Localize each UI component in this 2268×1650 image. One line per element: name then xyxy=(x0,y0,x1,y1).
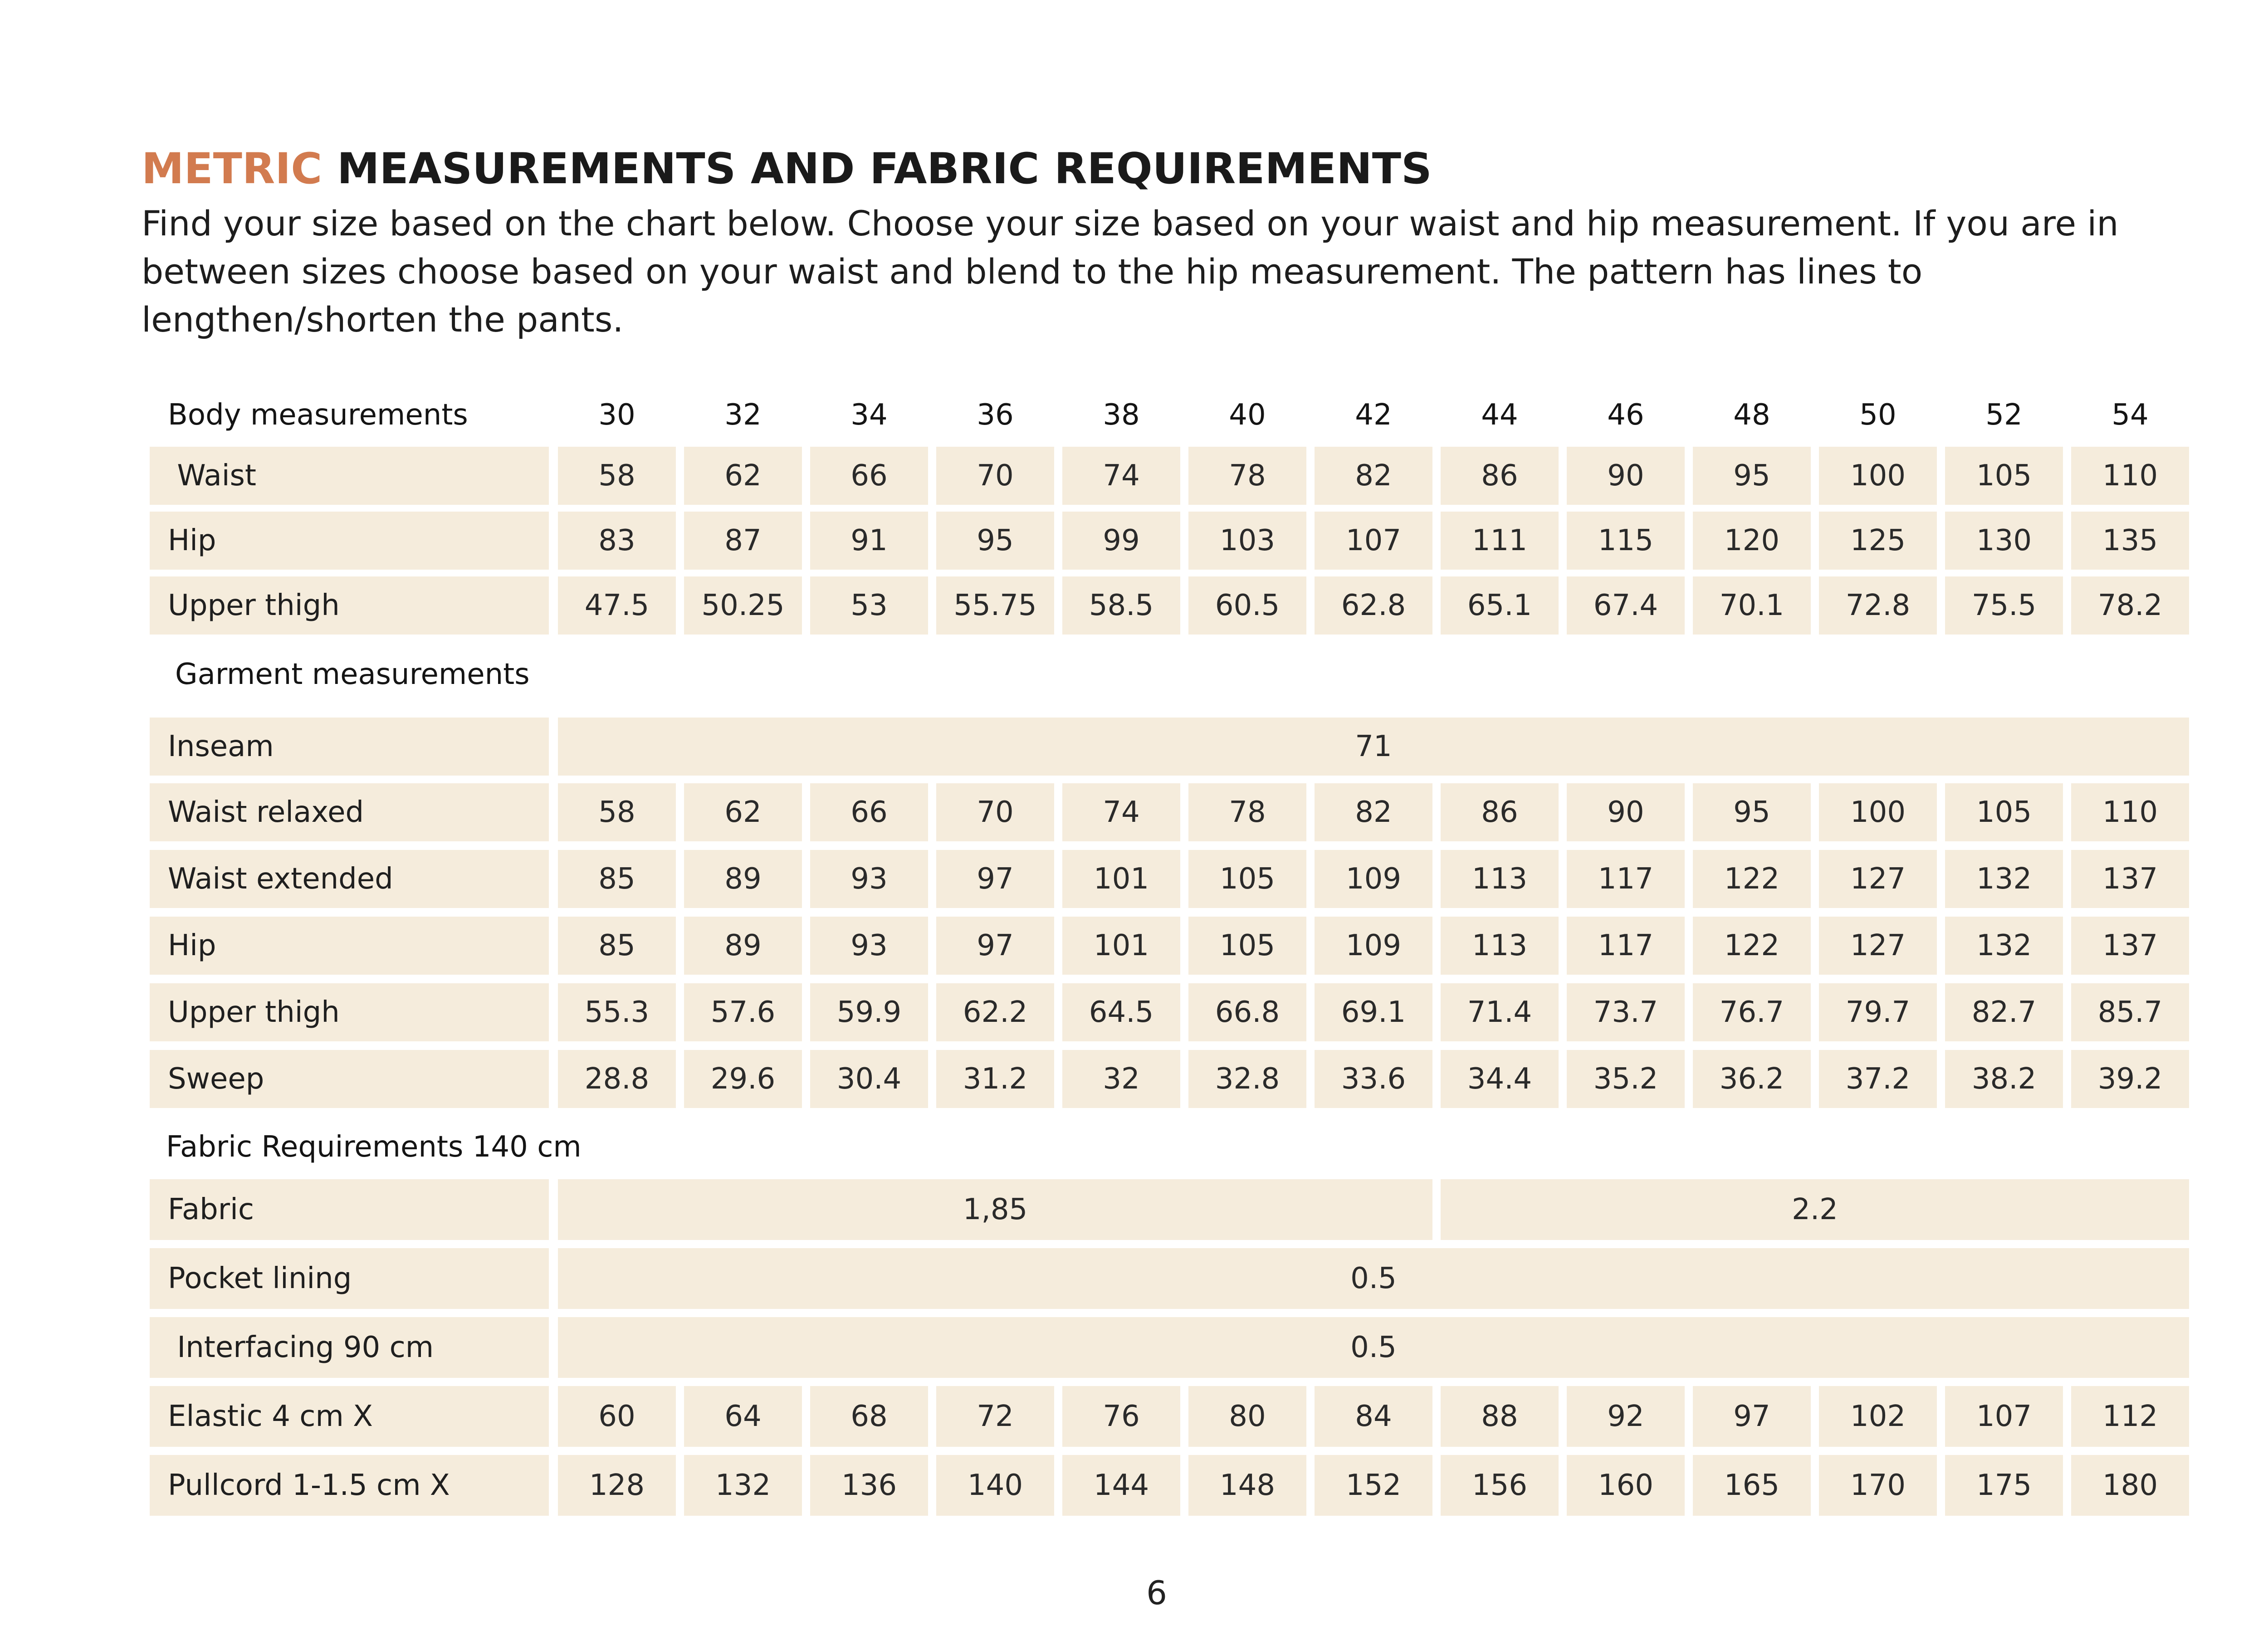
size-header-cell: 38 xyxy=(1103,398,1140,432)
table-cell: 70.1 xyxy=(1693,576,1811,635)
table-cell: 90 xyxy=(1567,783,1685,841)
table-cell: 85 xyxy=(558,850,676,908)
table-cell: 132 xyxy=(1945,850,2063,908)
fabric-heading-bold: Fabric Requirements xyxy=(166,1130,464,1164)
row-label: Sweep xyxy=(150,1050,549,1108)
table-cell: 66 xyxy=(810,783,928,841)
table-cell: 47.5 xyxy=(558,576,676,635)
table-cell: 78.2 xyxy=(2071,576,2189,635)
table-cell: 86 xyxy=(1441,447,1559,505)
table-cell: 67.4 xyxy=(1567,576,1685,635)
row-label: Hip xyxy=(150,512,549,570)
size-header-cell: 48 xyxy=(1733,398,1770,432)
table-cell: 160 xyxy=(1567,1455,1685,1516)
table-cell: 136 xyxy=(810,1455,928,1516)
table-cell: 60.5 xyxy=(1188,576,1306,635)
table-cell: 105 xyxy=(1188,917,1306,975)
table-cell: 53 xyxy=(810,576,928,635)
table-cell: 97 xyxy=(936,917,1054,975)
table-cell: 152 xyxy=(1315,1455,1432,1516)
size-header-cell: 42 xyxy=(1355,398,1392,432)
table-cell: 55.3 xyxy=(558,983,676,1041)
table-cell: 78 xyxy=(1188,447,1306,505)
table-cell: 32.8 xyxy=(1188,1050,1306,1108)
row-label: Pullcord 1-1.5 cm X xyxy=(150,1455,549,1516)
table-cell: 144 xyxy=(1062,1455,1180,1516)
table-cell: 93 xyxy=(810,917,928,975)
pocket-lining-value-cell: 0.5 xyxy=(558,1248,2189,1309)
row-label: Upper thigh xyxy=(150,576,549,635)
table-cell: 107 xyxy=(1315,512,1432,570)
table-cell: 90 xyxy=(1567,447,1685,505)
table-cell: 105 xyxy=(1945,783,2063,841)
table-cell: 101 xyxy=(1062,850,1180,908)
table-cell: 125 xyxy=(1819,512,1937,570)
table-cell: 85.7 xyxy=(2071,983,2189,1041)
table-cell: 82 xyxy=(1315,783,1432,841)
fabric-requirements-heading xyxy=(166,1130,582,1164)
table-cell: 110 xyxy=(2071,783,2189,841)
table-cell: 97 xyxy=(1693,1386,1811,1447)
table-cell: 122 xyxy=(1693,917,1811,975)
table-cell: 72.8 xyxy=(1819,576,1937,635)
table-cell: 62 xyxy=(684,783,802,841)
table-cell: 66 xyxy=(810,447,928,505)
table-cell: 156 xyxy=(1441,1455,1559,1516)
table-cell: 109 xyxy=(1315,917,1432,975)
table-cell: 30.4 xyxy=(810,1050,928,1108)
table-cell: 32 xyxy=(1062,1050,1180,1108)
table-cell: 97 xyxy=(936,850,1054,908)
page-title xyxy=(142,144,1432,194)
table-cell: 58 xyxy=(558,447,676,505)
table-cell: 62 xyxy=(684,447,802,505)
table-cell: 64.5 xyxy=(1062,983,1180,1041)
table-cell: 76.7 xyxy=(1693,983,1811,1041)
table-cell: 112 xyxy=(2071,1386,2189,1447)
table-cell: 70 xyxy=(936,447,1054,505)
table-cell: 35.2 xyxy=(1567,1050,1685,1108)
table-cell: 83 xyxy=(558,512,676,570)
table-cell: 74 xyxy=(1062,447,1180,505)
table-cell: 80 xyxy=(1188,1386,1306,1447)
table-cell: 82.7 xyxy=(1945,983,2063,1041)
table-cell: 140 xyxy=(936,1455,1054,1516)
table-cell: 62.2 xyxy=(936,983,1054,1041)
size-header-cell: 30 xyxy=(598,398,635,432)
table-cell: 71.4 xyxy=(1441,983,1559,1041)
table-cell: 69.1 xyxy=(1315,983,1432,1041)
table-cell: 88 xyxy=(1441,1386,1559,1447)
table-cell: 68 xyxy=(810,1386,928,1447)
inseam-value-cell: 71 xyxy=(558,718,2189,776)
table-cell: 102 xyxy=(1819,1386,1937,1447)
table-cell: 95 xyxy=(936,512,1054,570)
table-cell: 100 xyxy=(1819,783,1937,841)
table-cell: 60 xyxy=(558,1386,676,1447)
table-cell: 132 xyxy=(1945,917,2063,975)
table-cell: 109 xyxy=(1315,850,1432,908)
table-cell: 127 xyxy=(1819,917,1937,975)
table-cell: 29.6 xyxy=(684,1050,802,1108)
table-cell: 58.5 xyxy=(1062,576,1180,635)
table-cell: 86 xyxy=(1441,783,1559,841)
table-cell: 92 xyxy=(1567,1386,1685,1447)
body-measurements-heading: Body measurements xyxy=(168,398,468,432)
size-header-cell: 32 xyxy=(724,398,762,432)
table-cell: 28.8 xyxy=(558,1050,676,1108)
table-cell: 137 xyxy=(2071,917,2189,975)
table-cell: 127 xyxy=(1819,850,1937,908)
table-cell: 58 xyxy=(558,783,676,841)
table-cell: 110 xyxy=(2071,447,2189,505)
table-cell: 87 xyxy=(684,512,802,570)
table-cell: 89 xyxy=(684,917,802,975)
table-cell: 170 xyxy=(1819,1455,1937,1516)
size-header-cell: 34 xyxy=(850,398,888,432)
table-cell: 62.8 xyxy=(1315,576,1432,635)
row-label: Pocket lining xyxy=(150,1248,549,1309)
size-header-cell: 40 xyxy=(1229,398,1266,432)
table-cell: 95 xyxy=(1693,783,1811,841)
table-cell: 113 xyxy=(1441,917,1559,975)
table-cell: 175 xyxy=(1945,1455,2063,1516)
table-cell: 111 xyxy=(1441,512,1559,570)
table-cell: 113 xyxy=(1441,850,1559,908)
table-cell: 65.1 xyxy=(1441,576,1559,635)
row-label: Fabric xyxy=(150,1179,549,1240)
size-header-row xyxy=(0,390,2268,440)
table-cell: 148 xyxy=(1188,1455,1306,1516)
table-cell: 39.2 xyxy=(2071,1050,2189,1108)
size-header-cell: 54 xyxy=(2112,398,2149,432)
title-rest: MEASUREMENTS AND FABRIC REQUIREMENTS xyxy=(322,144,1432,194)
table-cell: 75.5 xyxy=(1945,576,2063,635)
table-cell: 74 xyxy=(1062,783,1180,841)
table-cell: 76 xyxy=(1062,1386,1180,1447)
table-cell: 128 xyxy=(558,1455,676,1516)
table-cell: 91 xyxy=(810,512,928,570)
table-cell: 105 xyxy=(1945,447,2063,505)
table-cell: 38.2 xyxy=(1945,1050,2063,1108)
table-cell: 31.2 xyxy=(936,1050,1054,1108)
garment-measurements-heading xyxy=(175,658,530,691)
fabric-heading-width: 140 cm xyxy=(463,1130,582,1164)
table-cell: 82 xyxy=(1315,447,1432,505)
table-cell: 78 xyxy=(1188,783,1306,841)
table-cell: 165 xyxy=(1693,1455,1811,1516)
table-cell: 72 xyxy=(936,1386,1054,1447)
table-cell: 36.2 xyxy=(1693,1050,1811,1108)
table-cell: 120 xyxy=(1693,512,1811,570)
table-cell: 84 xyxy=(1315,1386,1432,1447)
garment-heading-text: Garment measurements xyxy=(175,658,530,691)
row-label: Inseam xyxy=(150,718,549,776)
row-label: Upper thigh xyxy=(150,983,549,1041)
table-cell: 117 xyxy=(1567,850,1685,908)
row-label: Elastic 4 cm X xyxy=(150,1386,549,1447)
row-label: Waist xyxy=(150,447,549,505)
table-cell: 107 xyxy=(1945,1386,2063,1447)
table-cell: 135 xyxy=(2071,512,2189,570)
table-cell: 64 xyxy=(684,1386,802,1447)
table-cell: 105 xyxy=(1188,850,1306,908)
table-cell: 89 xyxy=(684,850,802,908)
table-cell: 115 xyxy=(1567,512,1685,570)
table-cell: 122 xyxy=(1693,850,1811,908)
table-cell: 59.9 xyxy=(810,983,928,1041)
table-cell: 70 xyxy=(936,783,1054,841)
fabric-value-large-sizes: 2.2 xyxy=(1441,1179,2189,1240)
row-label: Hip xyxy=(150,917,549,975)
table-cell: 73.7 xyxy=(1567,983,1685,1041)
table-cell: 95 xyxy=(1693,447,1811,505)
page-number: 6 xyxy=(1146,1574,1167,1612)
table-cell: 93 xyxy=(810,850,928,908)
row-label: Waist extended xyxy=(150,850,549,908)
size-header-cell: 36 xyxy=(977,398,1014,432)
row-label: Interfacing 90 cm xyxy=(150,1317,549,1378)
intro-paragraph: Find your size based on the chart below. Choose your size based on your waist and hip measurement. If you are in between sizes choose based on your waist and blend to the hip measurement. The pattern has lines to lengthen/shorten the pants. xyxy=(142,203,2119,340)
table-cell: 50.25 xyxy=(684,576,802,635)
table-cell: 37.2 xyxy=(1819,1050,1937,1108)
table-cell: 34.4 xyxy=(1441,1050,1559,1108)
size-header-cell: 52 xyxy=(1985,398,2023,432)
table-cell: 101 xyxy=(1062,917,1180,975)
row-label: Waist relaxed xyxy=(150,783,549,841)
table-cell: 132 xyxy=(684,1455,802,1516)
title-accent: METRIC xyxy=(142,144,323,194)
table-cell: 130 xyxy=(1945,512,2063,570)
table-cell: 33.6 xyxy=(1315,1050,1432,1108)
table-cell: 137 xyxy=(2071,850,2189,908)
table-cell: 103 xyxy=(1188,512,1306,570)
table-cell: 85 xyxy=(558,917,676,975)
table-cell: 99 xyxy=(1062,512,1180,570)
table-cell: 55.75 xyxy=(936,576,1054,635)
fabric-value-small-sizes: 1,85 xyxy=(558,1179,1432,1240)
size-header-cell: 50 xyxy=(1859,398,1897,432)
size-header-cell: 44 xyxy=(1481,398,1518,432)
interfacing-value-cell: 0.5 xyxy=(558,1317,2189,1378)
table-cell: 180 xyxy=(2071,1455,2189,1516)
table-cell: 100 xyxy=(1819,447,1937,505)
table-cell: 117 xyxy=(1567,917,1685,975)
size-header-cell: 46 xyxy=(1607,398,1644,432)
table-cell: 57.6 xyxy=(684,983,802,1041)
table-cell: 79.7 xyxy=(1819,983,1937,1041)
table-cell: 66.8 xyxy=(1188,983,1306,1041)
